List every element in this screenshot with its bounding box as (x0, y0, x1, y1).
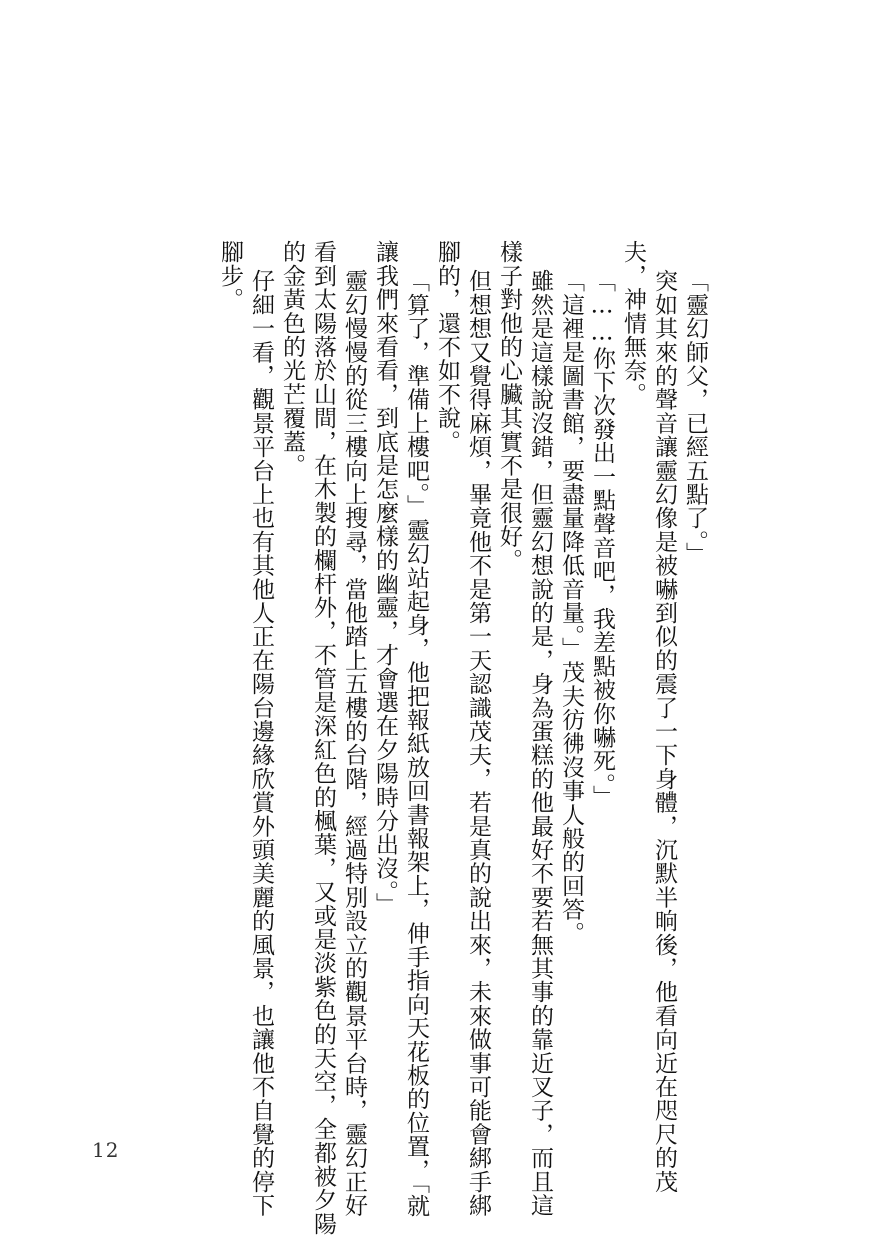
text-column-5: 「這裡是圖書館，要盡量降低音量。」茂夫彷彿沒事人般的回答。 (558, 269, 584, 945)
vertical-text-block (150, 240, 710, 1236)
text-column-15: 仔細一看，觀景平台上也有其他人正在陽台邊緣欣賞外頭美麗的風景，也讓他不自覺的停下 (248, 269, 274, 1217)
text-column-10: 「算了，準備上樓吧。」靈幻站起身，他把報紙放回書報架上，伸手指向天花板的位置，「就 (403, 269, 429, 1218)
text-column-12: 靈幻慢慢的從三樓向上搜尋，當他踏上五樓的台階，經過特別設立的觀景平台時，靈幻正好 (341, 269, 367, 1217)
text-column-6: 雖然是這樣說沒錯，但靈幻想說的是，身為蛋糕的他最好不要若無其事的靠近叉子，而且這 (527, 269, 553, 1217)
text-column-9: 腳的，還不如不說。 (434, 240, 460, 454)
text-column-14: 的金黃色的光芒覆蓋。 (279, 240, 305, 477)
text-column-16: 腳步。 (217, 240, 243, 312)
text-column-11: 讓我們來看看，到底是怎麼樣的幽靈，才會選在夕陽時分出沒。」 (372, 240, 398, 916)
text-column-1: 「靈幻師父，已經五點了。」 (682, 269, 708, 566)
text-column-4: 「……你下次發出一點聲音吧，我差點被你嚇死。」 (589, 269, 615, 809)
text-column-7: 樣子對他的心臟其實不是很好。 (496, 240, 522, 572)
text-column-2: 突如其來的聲音讓靈幻像是被嚇到似的震了一下身體，沉默半晌後，他看向近在咫尺的茂 (651, 269, 677, 1194)
page-number: 12 (92, 1138, 120, 1162)
text-column-13: 看到太陽落於山間，在木製的欄杆外，不管是深紅色的楓葉，又或是淡紫色的天空，全都被夕陽 (310, 240, 336, 1236)
text-column-3: 夫，神情無奈。 (620, 240, 646, 406)
text-column-8: 但想想又覺得麻煩，畢竟他不是第一天認識茂夫，若是真的說出來，未來做事可能會綁手綁 (465, 269, 491, 1217)
